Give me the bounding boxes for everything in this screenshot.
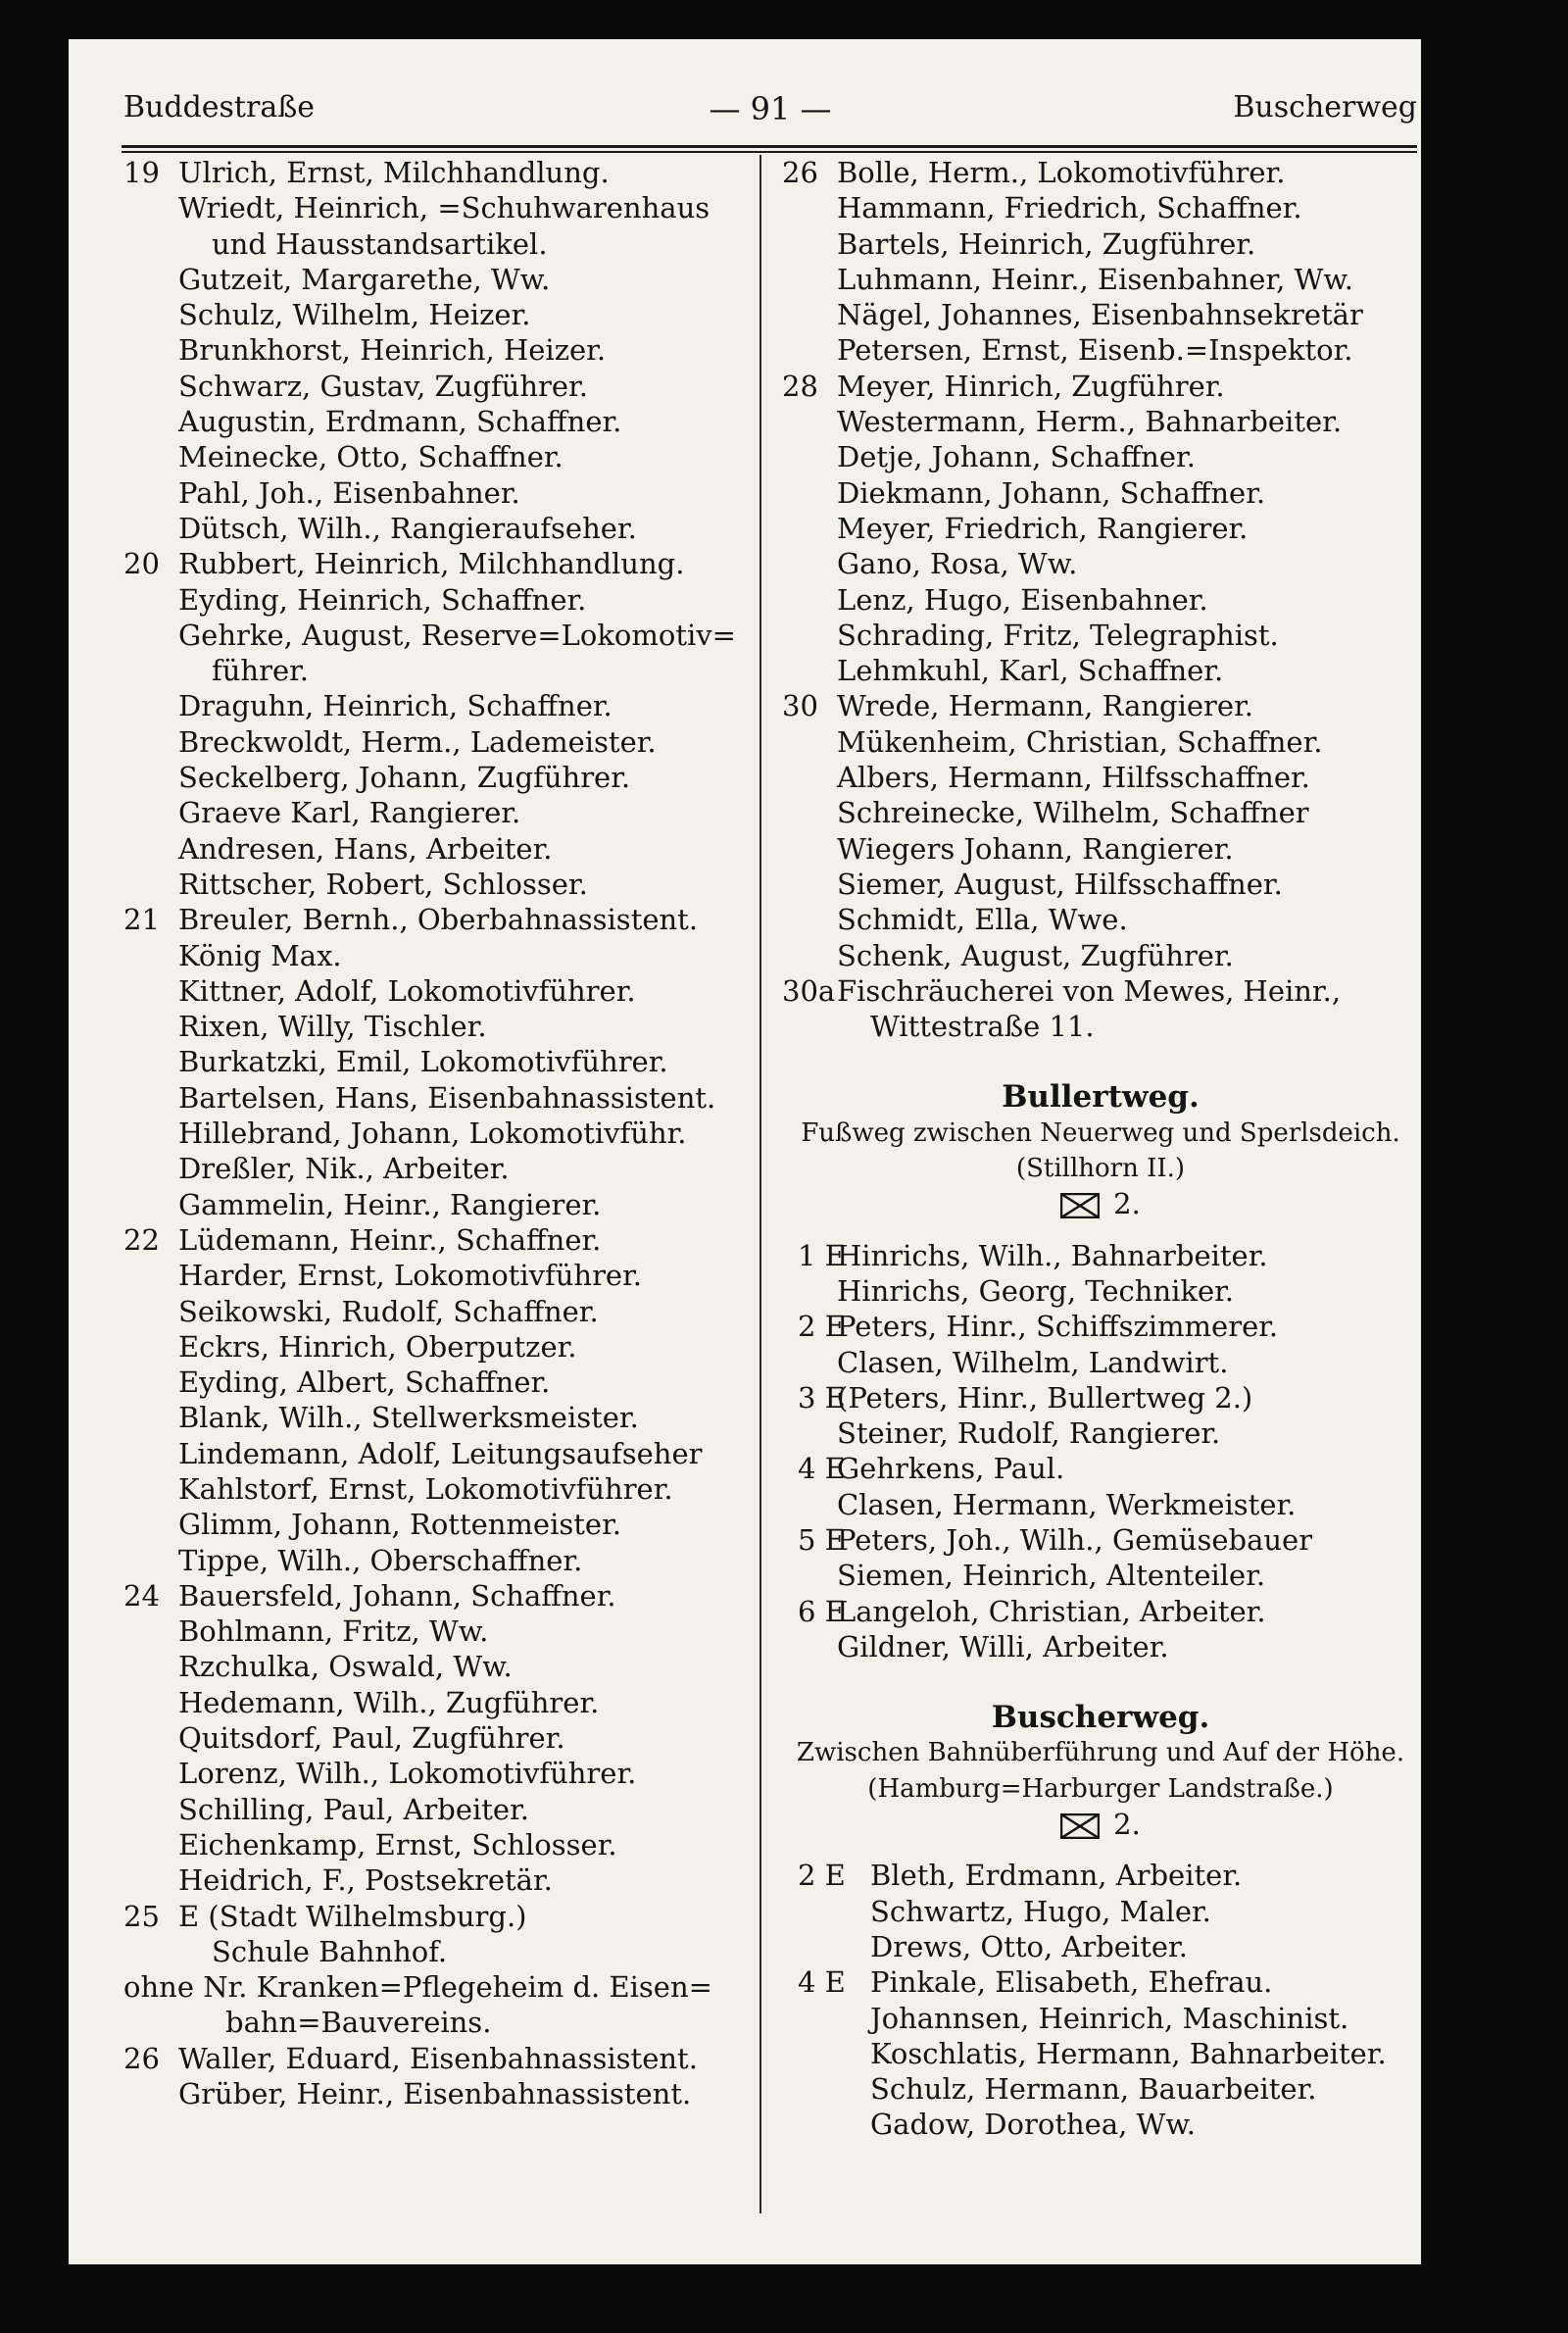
list-item [123,1258,751,1293]
house-number: 6 E [798,1594,846,1628]
list-item [123,1934,751,1969]
entry-text: Ulrich, Ernst, Milchhandlung. [178,156,610,189]
entry-text: Kittner, Adolf, Lokomotivführer. [178,973,636,1008]
entry-text: Rubbert, Heinrich, Milchhandlung. [178,547,685,581]
entry-text: Tippe, Wilh., Oberschaffner. [178,1543,583,1577]
entry-text: Peters, Hinr., Schiffszimmerer. [837,1310,1279,1344]
section-desc-sub: (Stillhorn II.) [1015,1154,1186,1184]
entry-text: Quitsdorf, Paul, Zugführer. [178,1721,565,1756]
entry-text: Meyer, Hinrich, Zugführer. [837,369,1225,403]
entry-text: Eckrs, Hinrich, Oberputzer. [178,1329,577,1364]
entry-text: Langeloh, Christian, Arbeiter. [837,1594,1266,1628]
entry-text: Dreßler, Nik., Arbeiter. [178,1152,510,1186]
list-item [123,511,751,546]
entry-text: Hammann, Friedrich, Schaffner. [837,191,1302,225]
list-item [123,1720,751,1756]
list-item [782,1629,1419,1664]
list-item [782,973,1419,1009]
list-item [782,226,1419,262]
list-item [782,1858,1419,1893]
list-item [123,1756,751,1791]
entry-text: ohne Nr. Kranken=Pflegeheim d. Eisen= [123,1970,712,2005]
entry-text: Schilling, Paul, Arbeiter. [178,1792,529,1826]
entry-text: Wrede, Hermann, Rangierer. [837,689,1253,723]
list-item [123,1685,751,1720]
list-item [782,618,1419,653]
entry-text: Schule Bahnhof. [212,1934,448,1968]
list-item [782,724,1419,760]
entry-text: Diekmann, Johann, Schaffner. [837,475,1266,510]
entry-text: Lorenz, Wilh., Lokomotivführer. [178,1757,637,1791]
list-item [123,724,751,760]
list-item [123,1222,751,1258]
entry-text: Brunkhorst, Heinrich, Heizer. [178,333,607,368]
list-item [782,1929,1419,1964]
entry-text: Pahl, Joh., Eisenbahner. [178,475,520,510]
list-item [123,653,751,688]
entry-text: Wittestraße 11. [870,1010,1095,1044]
list-item [782,1558,1419,1593]
entry-text: Drews, Otto, Arbeiter. [870,1929,1188,1963]
entry-text: Eichenkamp, Ernst, Schlosser. [178,1827,617,1861]
list-item [782,439,1419,474]
header-left: Buddestraße [123,90,315,124]
list-item [123,760,751,795]
list-item [123,1792,751,1827]
list-item [123,546,751,581]
entry-text: Schulz, Hermann, Bauarbeiter. [870,2072,1317,2107]
list-item [123,1187,751,1222]
entry-text: Meinecke, Otto, Schaffner. [178,440,564,474]
list-item [123,1827,751,1862]
list-item [123,1329,751,1365]
entry-text: Gano, Rosa, Ww. [837,547,1078,581]
list-item [123,1294,751,1329]
list-item [123,1613,751,1649]
post-district [782,1807,1419,1842]
list-item [782,190,1419,225]
entry-text: führer. [212,654,310,688]
list-item [782,1273,1419,1309]
list-item [782,938,1419,973]
list-item [123,1578,751,1613]
entry-text: Bartels, Heinrich, Zugführer. [837,226,1256,261]
page [69,39,1421,2264]
list-item [123,582,751,618]
list-item [123,369,751,404]
entry-text: (Peters, Hinr., Bullertweg 2.) [837,1380,1253,1415]
entry-text: Clasen, Hermann, Werkmeister. [837,1487,1297,1521]
entry-text: Wiegers Johann, Rangierer. [837,831,1234,866]
list-item [782,1964,1419,2000]
entry-text: Kahlstorf, Ernst, Lokomotivführer. [178,1471,673,1506]
section-desc: Zwischen Bahnüberführung und Auf der Höhe. [796,1738,1405,1768]
entry-text: Luhmann, Heinr., Eisenbahner, Ww. [837,262,1353,296]
entry-text: Koschlatis, Hermann, Bahnarbeiter. [870,2036,1387,2070]
list-item [123,831,751,867]
left-column [123,155,751,2111]
list-item [123,1044,751,1079]
list-item [782,582,1419,618]
list-item [782,2071,1419,2107]
list-item [123,1471,751,1507]
list-item [123,795,751,830]
entry-text: und Hausstandsartikel. [212,226,548,261]
section-desc: Fußweg zwischen Neuerweg und Sperlsdeich. [801,1117,1400,1148]
list-item [782,1380,1419,1415]
page-number: — 91 — [709,90,832,127]
list-item [782,2036,1419,2071]
entry-text: Gadow, Dorothea, Ww. [870,2108,1196,2142]
entry-text: Gammelin, Heinr., Rangierer. [178,1187,602,1221]
entry-text: Siemer, August, Hilfsschaffner. [837,867,1283,901]
buscherweg-entries [782,1858,1419,2142]
house-number: 4 E [798,1965,846,2000]
house-number: 30a [782,973,836,1008]
entry-text: Draguhn, Heinrich, Schaffner. [178,689,612,723]
entry-text: Pinkale, Elisabeth, Ehefrau. [870,1965,1273,2000]
entry-text: Breuler, Bernh., Oberbahnassistent. [178,903,699,937]
list-item [123,688,751,723]
list-item [123,867,751,902]
list-item [782,1594,1419,1629]
list-item [123,190,751,225]
entry-text: bahn=Bauvereins. [225,2006,492,2040]
entry-text: Andresen, Hans, Arbeiter. [178,831,553,866]
list-item [782,332,1419,368]
list-item [123,2076,751,2111]
list-item [123,1436,751,1471]
entry-text: Breckwoldt, Herm., Lademeister. [178,724,657,759]
list-item [123,938,751,973]
list-item [782,653,1419,688]
list-item [123,973,751,1009]
page-header [123,90,1417,133]
section-title-bullertweg: Bullertweg. [1002,1079,1200,1116]
entry-text: Harder, Ernst, Lokomotivführer. [178,1259,642,1293]
house-number: 3 E [798,1380,846,1415]
entry-text: Siemen, Heinrich, Altenteiler. [837,1559,1266,1593]
entry-text: Seikowski, Rudolf, Schaffner. [178,1294,599,1328]
entry-text: Schrading, Fritz, Telegraphist. [837,618,1279,652]
entry-text: Meyer, Friedrich, Rangierer. [837,511,1249,545]
entry-text: Lüdemann, Heinr., Schaffner. [178,1222,602,1257]
list-item [782,1309,1419,1344]
entry-text: Wriedt, Heinrich, =Schuhwarenhaus [178,191,710,225]
list-item [123,1116,751,1151]
entry-text: Gehrke, August, Reserve=Lokomotiv= [178,618,736,652]
list-item [782,1009,1419,1044]
list-item [782,1894,1419,1929]
entry-text: Hillebrand, Johann, Lokomotivführ. [178,1117,687,1151]
house-number: 2 E [798,1310,846,1344]
entry-text: Burkatzki, Emil, Lokomotivführer. [178,1045,668,1079]
entry-text: Gehrkens, Paul. [837,1452,1065,1486]
entry-text: Johannsen, Heinrich, Maschinist. [870,2001,1349,2035]
list-item [123,1899,751,1934]
list-item [782,1345,1419,1380]
list-item [123,1543,751,1578]
list-item [123,1649,751,1684]
entry-text: Grüber, Heinr., Eisenbahnassistent. [178,2077,692,2111]
entry-text: Peters, Joh., Wilh., Gemüsebauer [837,1522,1313,1557]
list-item [123,439,751,474]
entry-text: Seckelberg, Johann, Zugführer. [178,761,631,795]
list-item [782,902,1419,937]
list-item [123,155,751,190]
house-number: 26 [123,2041,160,2075]
house-number: 22 [123,1222,160,1257]
list-item [123,618,751,653]
house-number: 2 E [798,1859,846,1893]
post-district-number: 2. [1113,1808,1141,1842]
list-item [782,475,1419,511]
entry-text: Glimm, Johann, Rottenmeister. [178,1508,621,1542]
entry-text: Bolle, Herm., Lokomotivführer. [837,156,1286,189]
entry-text: König Max. [178,938,342,972]
list-item [782,297,1419,332]
entry-text: Waller, Eduard, Eisenbahnassistent. [178,2041,698,2075]
entry-text: Rixen, Willy, Tischler. [178,1010,487,1044]
header-right: Buscherweg [1233,90,1417,124]
list-item [782,1238,1419,1273]
entry-text: Schenk, August, Zugführer. [837,938,1234,972]
list-item [123,1080,751,1116]
column-divider [760,155,761,2213]
entry-text: Schreinecke, Wilhelm, Schaffner [837,796,1309,830]
entry-text: Eyding, Albert, Schaffner. [178,1365,551,1400]
list-item [123,475,751,511]
list-item [782,155,1419,190]
entry-text: Gutzeit, Margarethe, Ww. [178,262,551,296]
entry-text: Hinrichs, Wilh., Bahnarbeiter. [837,1238,1268,1272]
entry-text: Schulz, Wilhelm, Heizer. [178,298,531,332]
entry-text: E (Stadt Wilhelmsburg.) [178,1899,527,1933]
list-item [782,1451,1419,1486]
house-number: 24 [123,1578,160,1613]
entry-text: Schwartz, Hugo, Maler. [870,1894,1211,1928]
bullertweg-entries [782,1238,1419,1665]
list-item [123,404,751,439]
right-column-entries [782,155,1419,1044]
list-item [782,511,1419,546]
list-item [123,2041,751,2076]
list-item [123,1507,751,1542]
entry-text: Bleth, Erdmann, Arbeiter. [870,1859,1243,1893]
list-item [123,226,751,262]
house-number: 1 E [798,1238,846,1272]
list-item [782,688,1419,723]
entry-text: Hedemann, Wilh., Zugführer. [178,1685,600,1719]
house-number: 25 [123,1899,160,1933]
house-number: 4 E [798,1452,846,1486]
entry-text: Schwarz, Gustav, Zugführer. [178,369,588,403]
house-number: 26 [782,156,818,189]
list-item [123,1400,751,1435]
post-district-number: 2. [1113,1187,1141,1221]
entry-text: Rittscher, Robert, Schlosser. [178,867,588,901]
entry-text: Detje, Johann, Schaffner. [837,440,1196,474]
list-item [782,2107,1419,2142]
list-item [123,332,751,368]
entry-text: Lenz, Hugo, Eisenbahner. [837,582,1208,617]
entry-text: Rzchulka, Oswald, Ww. [178,1650,513,1684]
header-rule [122,145,1417,148]
list-item [782,1487,1419,1522]
list-item [123,1365,751,1400]
list-item [123,1151,751,1186]
entry-text: Blank, Wilh., Stellwerksmeister. [178,1401,639,1435]
entry-text: Albers, Hermann, Hilfsschaffner. [837,761,1310,795]
entry-text: Lehmkuhl, Karl, Schaffner. [837,654,1224,688]
list-item [782,404,1419,439]
entry-text: Westermann, Herm., Bahnarbeiter. [837,405,1343,439]
list-item [782,867,1419,902]
house-number: 5 E [798,1522,846,1557]
entry-text: Graeve Karl, Rangierer. [178,796,521,830]
house-number: 28 [782,369,818,403]
header-rule-thin [122,151,1417,153]
list-item [782,369,1419,404]
entry-text: Bohlmann, Fritz, Ww. [178,1614,489,1649]
entry-text: Eyding, Heinrich, Schaffner. [178,582,587,617]
list-item [782,795,1419,830]
list-item [123,2005,751,2040]
entry-text: Petersen, Ernst, Eisenb.=Inspektor. [837,333,1353,368]
entry-text: Bartelsen, Hans, Eisenbahnassistent. [178,1080,716,1115]
entry-text: Mükenheim, Christian, Schaffner. [837,724,1323,759]
entry-text: Hinrichs, Georg, Techniker. [837,1273,1235,1308]
right-column [782,155,1419,2143]
entry-text: Augustin, Erdmann, Schaffner. [178,405,622,439]
entry-text: Schmidt, Ella, Wwe. [837,903,1128,937]
entry-text: Fischräucherei von Mewes, Heinr., [837,973,1342,1008]
entry-text: Nägel, Johannes, Eisenbahnsekretär [837,298,1363,332]
entry-text: Clasen, Wilhelm, Landwirt. [837,1345,1229,1379]
entry-text: Dütsch, Wilh., Rangieraufseher. [178,511,637,545]
list-item [782,1415,1419,1451]
house-number: 30 [782,689,818,723]
section-title-buscherweg: Buscherweg. [991,1700,1210,1736]
entry-text: Steiner, Rudolf, Rangierer. [837,1416,1221,1451]
house-number: 19 [123,156,160,189]
entry-text: Heidrich, F., Postsekretär. [178,1863,553,1898]
list-item [123,1862,751,1898]
envelope-icon [1060,1193,1100,1218]
list-item [123,1009,751,1044]
list-item [782,1522,1419,1558]
list-item [782,546,1419,581]
envelope-icon [1060,1813,1100,1839]
list-item [782,2001,1419,2036]
list-item [782,760,1419,795]
entry-text: Bauersfeld, Johann, Schaffner. [178,1578,616,1613]
house-number: 21 [123,903,160,937]
list-item [123,297,751,332]
list-item [123,1969,751,2005]
entry-text: Lindemann, Adolf, Leitungsaufseher [178,1436,703,1470]
house-number: 20 [123,547,160,581]
list-item [123,902,751,937]
list-item [123,262,751,297]
post-district [782,1186,1419,1221]
list-item [782,262,1419,297]
entry-text: Gildner, Willi, Arbeiter. [837,1629,1169,1663]
list-item [782,831,1419,867]
section-desc-sub: (Hamburg=Harburger Landstraße.) [867,1773,1334,1804]
